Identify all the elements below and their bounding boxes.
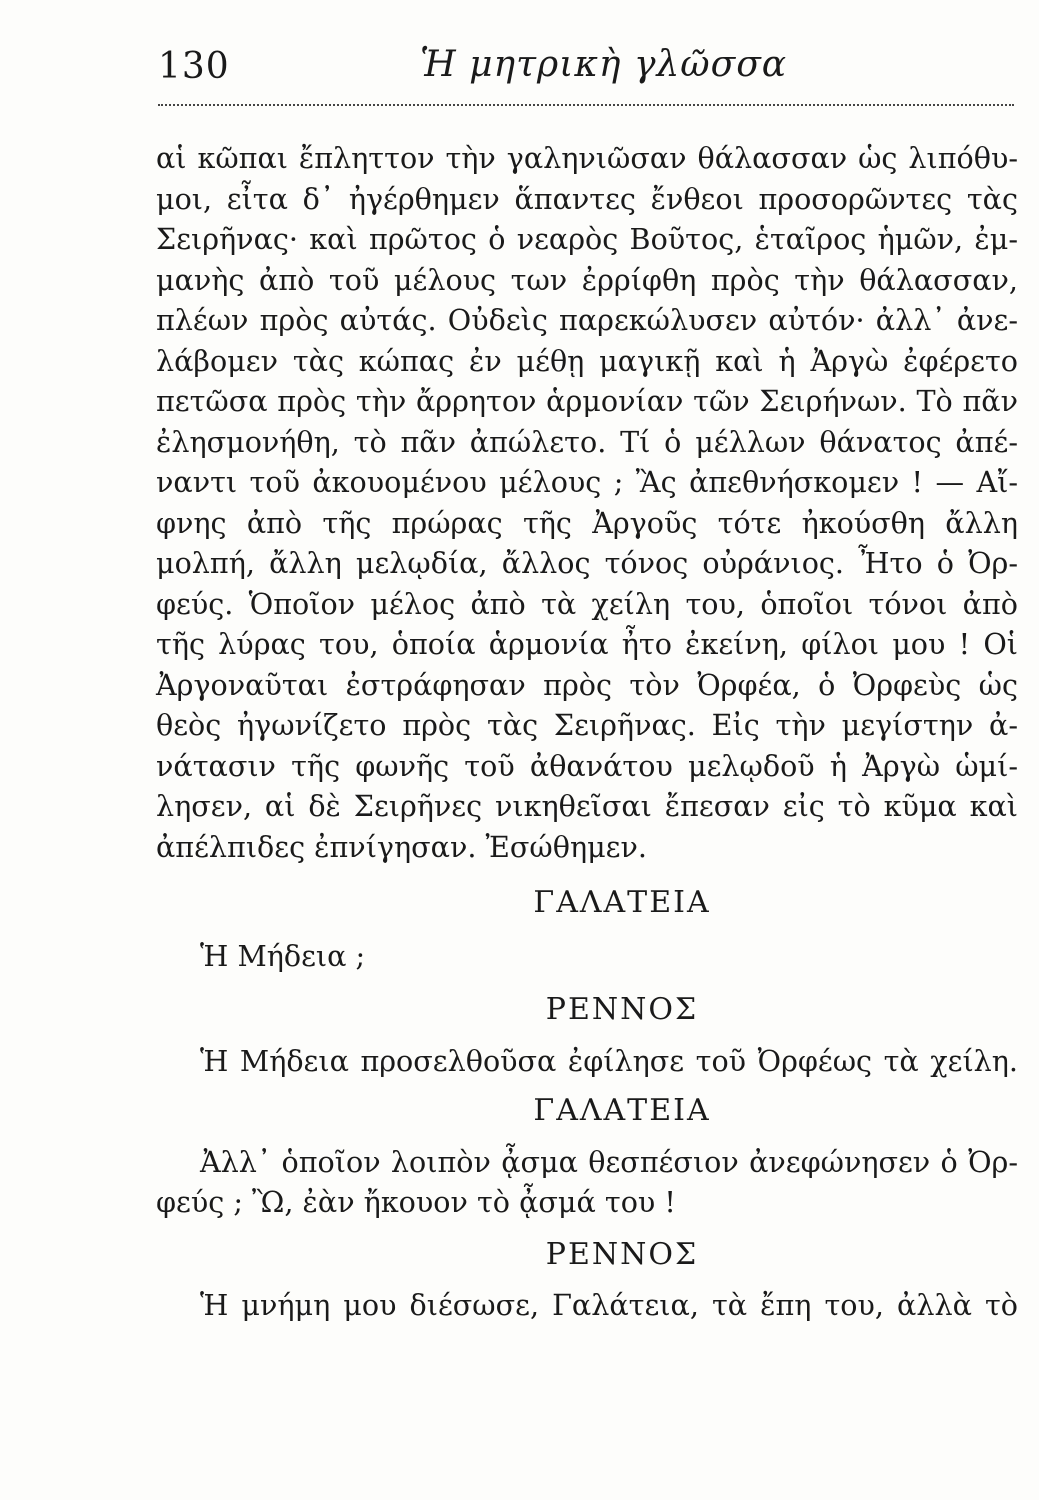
speech-line: Ἡ Μήδεια ; — [200, 938, 366, 973]
text-line: φεύς. Ὁποῖον μέλος ἀπὸ τὰ χείλη του, ὁποῖοι τόνοι ἀπὸ — [156, 586, 1018, 621]
text-line: νάτασιν τῆς φωνῆς τοῦ ἀθανάτου μελῳδοῦ ἡ Ἀργὼ ὡμί- — [156, 748, 1018, 783]
text-line: Σειρῆνας· καὶ πρῶτος ὁ νεαρὸς Βοῦτος, ἑταῖρος ἡμῶν, ἐμ- — [156, 222, 1018, 256]
running-title: Ἡ μητρικὴ γλῶσσα — [420, 44, 788, 85]
page-number: 130 — [158, 46, 230, 87]
speaker-name: ΓΑΛΑΤΕΙΑ — [533, 885, 711, 920]
speaker-name: ΓΑΛΑΤΕΙΑ — [533, 1093, 711, 1128]
text-line: λησεν, αἱ δὲ Σειρῆνες νικηθεῖσαι ἔπεσαν εἰς τὸ κῦμα καὶ — [156, 789, 1018, 823]
speech-line: Ἡ μνήμη μου διέσωσε, Γαλάτεια, τὰ ἔπη του, ἀλλὰ τὸ — [200, 1288, 1018, 1322]
text-line: τῆς λύρας του, ὁποία ἁρμονία ἦτο ἐκείνη, φίλοι μου ! Οἱ — [156, 627, 1018, 661]
text-line: πλέων πρὸς αὐτάς. Οὐδεὶς παρεκώλυσεν αὐτόν· ἀλλ᾽ ἀνε- — [156, 303, 1018, 337]
text-line: μανὴς ἀπὸ τοῦ μέλους των ἐρρίφθη πρὸς τὴν θάλασσαν, — [156, 262, 1018, 297]
text-line: αἱ κῶπαι ἔπληττον τὴν γαληνιῶσαν θάλασσαν ὡς λιπόθυ- — [156, 141, 1018, 175]
paragraph-narration — [156, 138, 1018, 867]
text-line: μοι, εἶτα δ᾽ ἠγέρθημεν ἅπαντες ἔνθεοι προσορῶντες τὰς — [156, 181, 1018, 216]
speaker-name: ΡΕΝΝΟΣ — [545, 1236, 699, 1272]
page-header — [158, 42, 1014, 102]
text-line: πετῶσα πρὸς τὴν ἄρρητον ἁρμονίαν τῶν Σειρήνων. Τὸ πᾶν — [156, 384, 1018, 418]
speech-line: φεύς ; Ὢ, ἐὰν ἤκουον τὸ ᾆσμά του ! — [156, 1185, 676, 1219]
text-line: μολπή, ἄλλη μελῳδία, ἄλλος τόνος οὐράνιος. Ἦτο ὁ Ὀρ- — [156, 546, 1018, 580]
speech-line: Ἡ Μήδεια προσελθοῦσα ἐφίλησε τοῦ Ὀρφέως τὰ χείλη. — [200, 1043, 1018, 1078]
text-line: θεὸς ἠγωνίζετο πρὸς τὰς Σειρῆνας. Εἰς τὴν μεγίστην ἀ- — [156, 708, 1018, 742]
text-line: Ἀργοναῦται ἐστράφησαν πρὸς τὸν Ὀρφέα, ὁ Ὀρφεὺς ὡς — [156, 667, 1018, 702]
text-line: ἀπέλπιδες ἐπνίγησαν. Ἐσώθημεν. — [156, 829, 647, 864]
text-line: ἐλησμονήθη, τὸ πᾶν ἀπώλετο. Τί ὁ μέλλων θάνατος ἀπέ- — [156, 424, 1018, 459]
text-line: λάβομεν τὰς κώπας ἐν μέθῃ μαγικῇ καὶ ἡ Ἀργὼ ἐφέρετο — [156, 343, 1018, 378]
speaker-name: ΡΕΝΝΟΣ — [545, 992, 699, 1027]
header-rule — [158, 104, 1014, 106]
speech-line: Ἀλλ᾽ ὁποῖον λοιπὸν ᾆσμα θεσπέσιον ἀνεφώνησεν ὁ Ὀρ- — [200, 1144, 1018, 1179]
text-line: ναντι τοῦ ἀκουομένου μέλους ; Ἂς ἀπεθνήσκομεν ! — Αἴ- — [156, 465, 1018, 499]
page-body — [156, 138, 1018, 1326]
text-line: φνης ἀπὸ τῆς πρώρας τῆς Ἀργοῦς τότε ἠκούσθη ἄλλη — [156, 505, 1018, 540]
